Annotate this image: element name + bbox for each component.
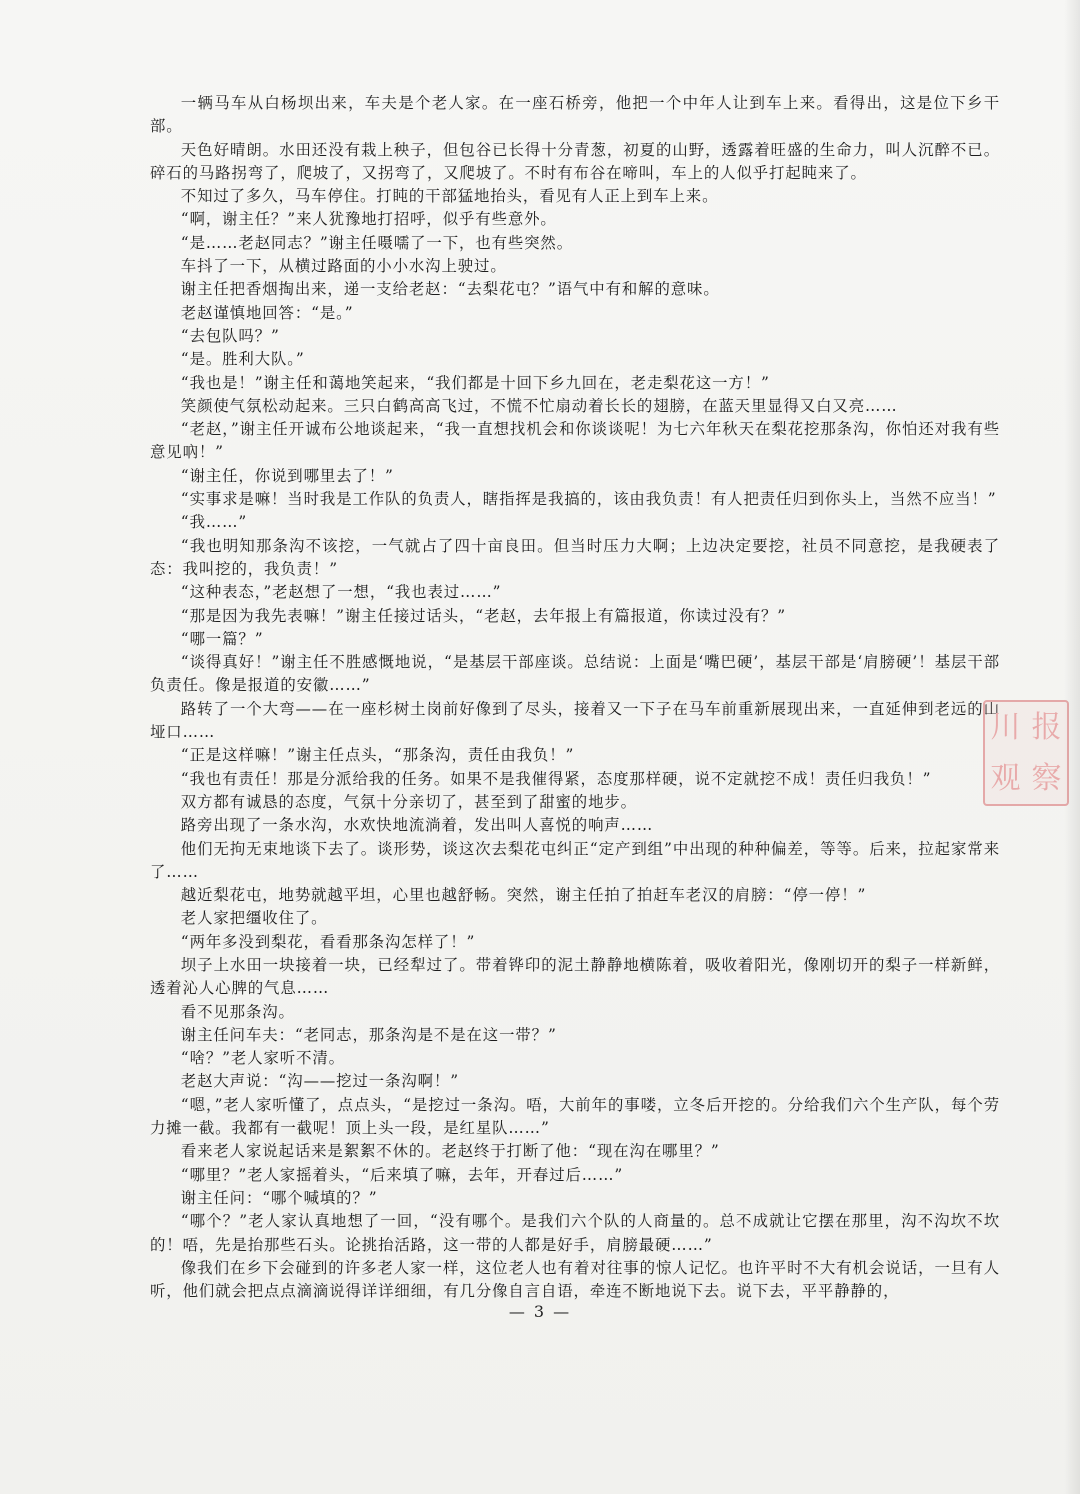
- paragraph: 车抖了一下，从横过路面的小小水沟上驶过。: [180, 257, 507, 276]
- paragraph: “哪一篇？”: [180, 629, 264, 648]
- paragraph: 谢主任问车夫：“老同志，那条沟是不是在这一带？”: [180, 1025, 557, 1044]
- paragraph: “嗯，”老人家听懂了，点点头，“是挖过一条沟。唔，大前年的事喽，立冬后开挖的。分给我们六个生产队，每个劳力摊一截。我都有一截呢！顶上头一段，是红星队……”: [150, 1095, 1000, 1138]
- paragraph: “哪里？”老人家摇着头，“后来填了嘛，去年，开春过后……”: [180, 1165, 624, 1184]
- paragraph: “啥？”老人家听不清。: [180, 1049, 345, 1068]
- paragraph: 老人家把缰收住了。: [180, 909, 328, 928]
- paragraph: 双方都有诚恳的态度，气氛十分亲切了，甚至到了甜蜜的地步。: [180, 792, 637, 811]
- page-edge-shadow: [1064, 0, 1080, 1494]
- paragraph: “这种表态，”老赵想了一想，“我也表过……”: [180, 583, 502, 602]
- paragraph: “正是这样嘛！”谢主任点头，“那条沟，责任由我负！”: [180, 746, 575, 765]
- paragraph: 老赵谨慎地回答：“是。”: [180, 303, 354, 322]
- paragraph: “实事求是嘛！当时我是工作队的负责人，瞎指挥是我搞的，该由我负责！有人把责任归到你头上，当然不应当！”: [180, 490, 997, 509]
- paragraph: 笑颜使气氛松动起来。三只白鹤高高飞过，不慌不忙扇动着长长的翅膀，在蓝天里显得又白又亮……: [180, 396, 898, 415]
- paragraph: “我也明知那条沟不该挖，一气就占了四十亩良田。但当时压力大啊；上边决定要挖，社员不同意挖，是我硬表了态：我叫挖的，我负责！”: [150, 536, 1000, 578]
- paragraph: 路旁出现了一条水沟，水欢快地流淌着，发出叫人喜悦的响声……: [180, 816, 654, 835]
- paragraph: 看来老人家说起话来是絮絮不休的。老赵终于打断了他：“现在沟在哪里？”: [180, 1142, 720, 1161]
- paragraph: 看不见那条沟。: [180, 1002, 295, 1021]
- paragraph: 像我们在乡下会碰到的许多老人家一样，这位老人也有着对往事的惊人记忆。也许平时不大有机会说话，一旦有人听，他们就会把点点滴滴说得详详细细，有几分像自言自语，牵连不断地说下去。说下去，平平静静的，: [150, 1258, 1000, 1301]
- watermark-char: 察: [1031, 760, 1062, 796]
- paragraph: “啊，谢主任？”来人犹豫地打招呼，似乎有些意外。: [180, 210, 557, 229]
- paragraph: 他们无拘无束地谈下去了。谈形势，谈这次去梨花屯纠正“定产到组”中出现的种种偏差，等等。后来，拉起家常来了……: [150, 839, 1000, 881]
- watermark-char: 观: [990, 760, 1021, 796]
- paragraph: 坝子上水田一块接着一块，已经犁过了。带着铧印的泥土静静地横陈着，吸收着阳光，像刚切开的梨子一样新鲜，透着沁人心脾的气息……: [150, 955, 1000, 998]
- paragraph: “那是因为我先表嘛！”谢主任接过话头，“老赵，去年报上有篇报道，你读过没有？”: [180, 606, 787, 625]
- paragraph: “谢主任，你说到哪里去了！”: [180, 466, 394, 485]
- paragraph: 越近梨花屯，地势就越平坦，心里也越舒畅。突然，谢主任拍了拍赶车老汉的肩膀：“停一停！”: [180, 886, 867, 905]
- paragraph: “两年多没到梨花，看看那条沟怎样了！”: [180, 932, 476, 951]
- paragraph: 谢主任把香烟掏出来，递一支给老赵：“去梨花屯？”语气中有和解的意味。: [180, 280, 720, 299]
- watermark-char: 报: [1031, 709, 1062, 745]
- paragraph: “我也有责任！那是分派给我的任务。如果不是我催得紧，态度那样硬，说不定就挖不成！责任归我负！”: [180, 769, 932, 788]
- paragraph: “是。胜利大队。”: [180, 350, 305, 369]
- page-number: — 3 —: [508, 1302, 572, 1321]
- paragraph: 路转了一个大弯——在一座杉树土岗前好像到了尽头，接着又一下子在马车前重新展现出来，一直延伸到老远的山垭口……: [150, 699, 1000, 742]
- paragraph: “我也是！”谢主任和蔼地笑起来，“我们都是十回下乡九回在，老走梨花这一方！”: [180, 373, 770, 392]
- paragraph: “老赵，”谢主任开诚布公地谈起来，“我一直想找机会和你谈谈呢！为七六年秋天在梨花挖那条沟，你怕还对我有些意见吶！”: [150, 420, 1000, 462]
- paragraph: 老赵大声说：“沟——挖过一条沟啊！”: [180, 1072, 459, 1091]
- paragraph: “是……老赵同志？”谢主任嗫嚅了一下，也有些突然。: [180, 233, 574, 252]
- paragraph: “谈得真好！”谢主任不胜感慨地说，“是基层干部座谈。总结说：上面是‘嘴巴硬’，基层干部是‘肩膀硬’！基层干部负责任。像是报道的安徽……”: [150, 653, 1000, 695]
- watermark-logo: [983, 700, 1069, 806]
- paragraph: 谢主任问：“哪个喊填的？”: [180, 1188, 378, 1207]
- watermark-char: 川: [990, 709, 1021, 745]
- paragraph: 一辆马车从白杨坝出来，车夫是个老人家。在一座石桥旁，他把一个中年人让到车上来。看得出，这是位下乡干部。: [150, 94, 1000, 136]
- paragraph: “哪个？”老人家认真地想了一回，“没有哪个。是我们六个队的人商量的。总不成就让它摆在那里，沟不沟坎不坎的！唔，先是抬那些石头。论挑抬活路，这一带的人都是好手，肩膀最硬……”: [150, 1212, 1000, 1254]
- paragraph: “我……”: [180, 513, 248, 532]
- article-text: [150, 92, 1000, 1303]
- paragraph: 天色好晴朗。水田还没有栽上秧子，但包谷已长得十分青葱，初夏的山野，透露着旺盛的生命力，叫人沉醉不已。碎石的马路拐弯了，爬坡了，又拐弯了，又爬坡了。不时有布谷在啼叫，车上的人似乎打起盹来了。: [150, 140, 1000, 182]
- paragraph: “去包队吗？”: [180, 326, 280, 345]
- paragraph: 不知过了多久，马车停住。打盹的干部猛地抬头，看见有人正上到车上来。: [180, 187, 719, 206]
